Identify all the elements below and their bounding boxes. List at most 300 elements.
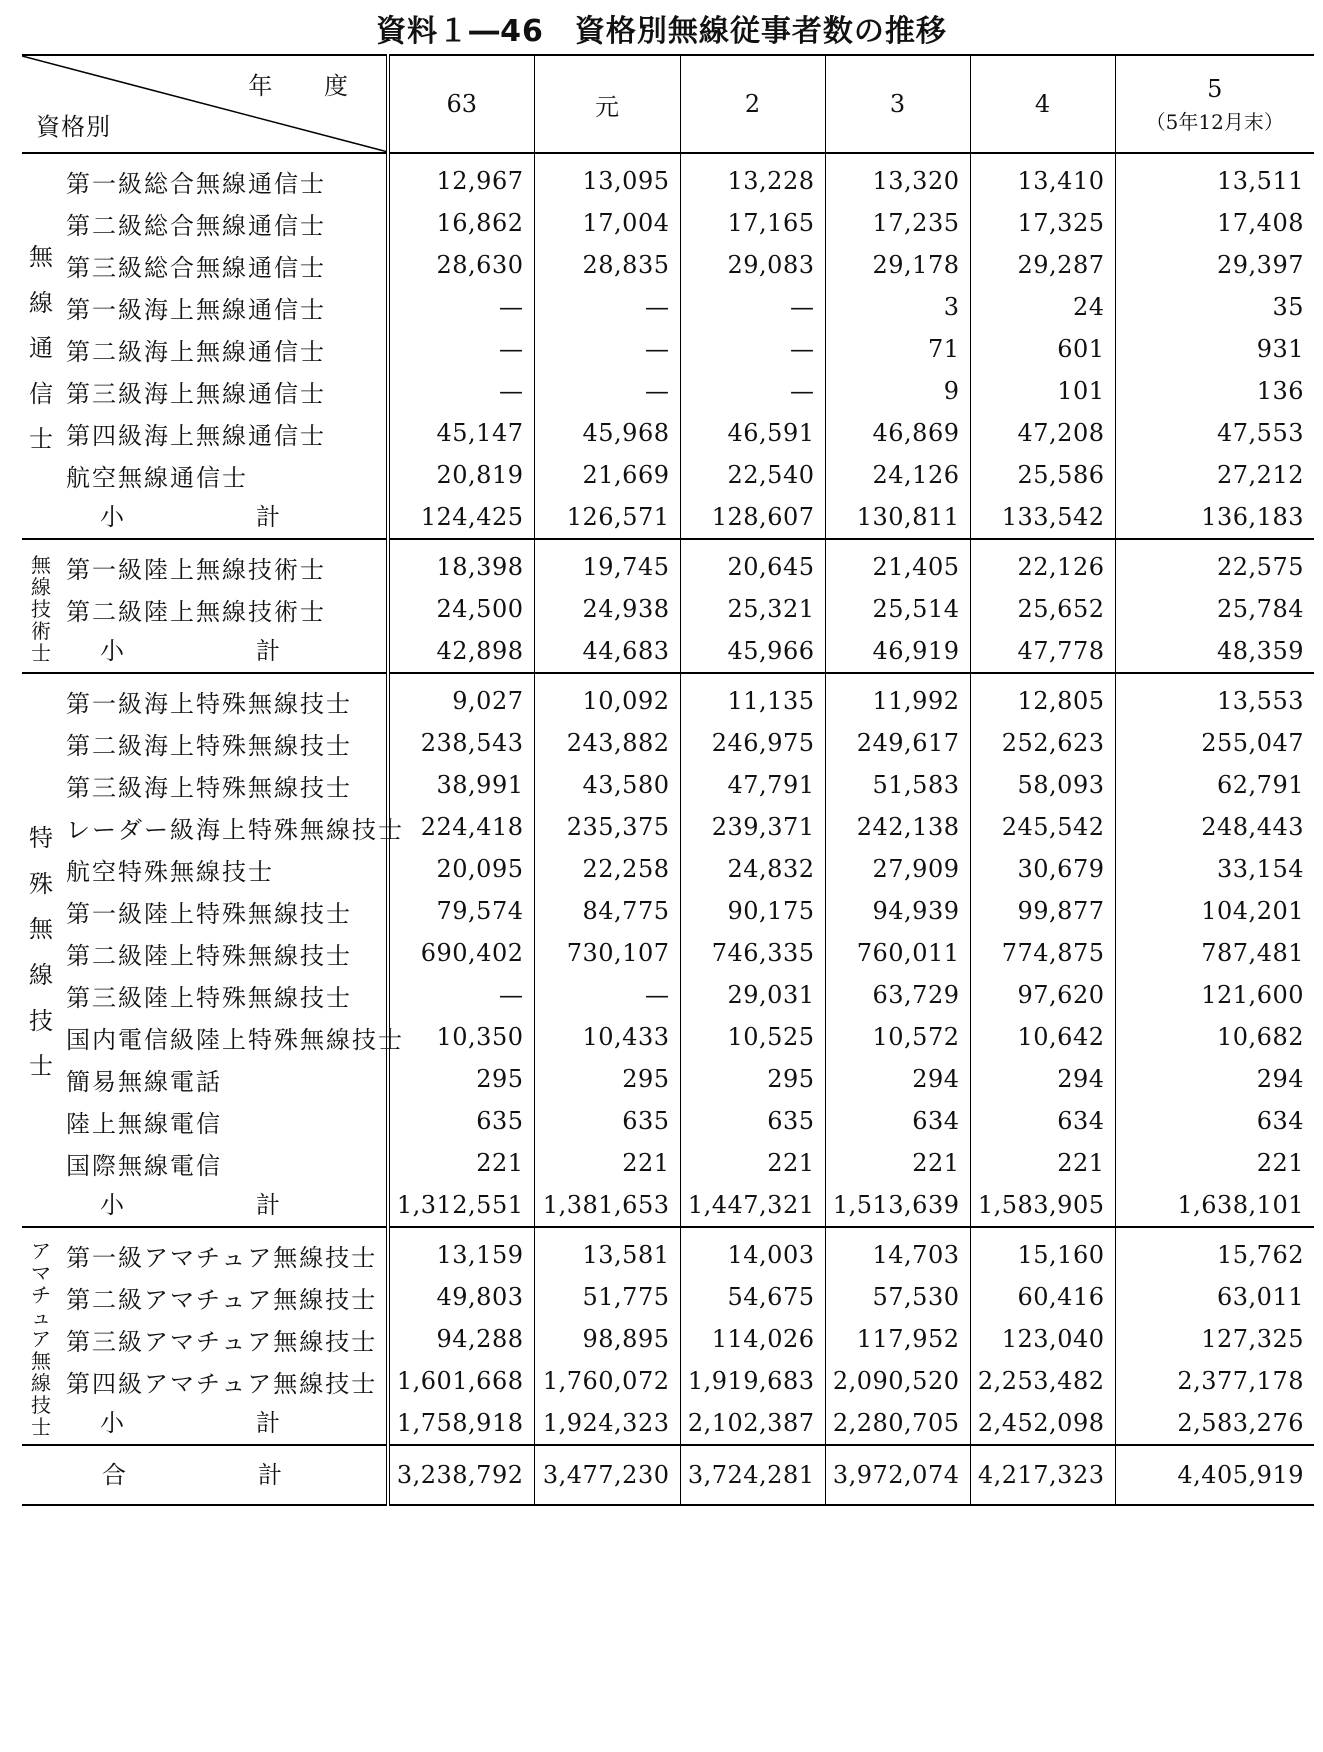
subtotal-label (60, 1402, 388, 1445)
year-header-3: 3 (825, 55, 970, 153)
row-value-4: 2,253,482 (970, 1360, 1115, 1402)
qualification-label: 第三級海上無線通信士 (66, 379, 326, 408)
row-value-5: 47,553 (1115, 412, 1314, 454)
row-value-2: — (680, 370, 825, 412)
qualification-label: 第二級陸上無線技術士 (66, 597, 326, 626)
row-value-2: — (680, 286, 825, 328)
row-value-3: 46,869 (825, 412, 970, 454)
row-value-0: 38,991 (388, 764, 534, 806)
row-value-3: 10,572 (825, 1016, 970, 1058)
row-value-2: 114,026 (680, 1318, 825, 1360)
qualification-label: 第四級アマチュア無線技士 (66, 1369, 378, 1398)
row-value-2: 20,645 (680, 539, 825, 588)
row-value-5: 22,575 (1115, 539, 1314, 588)
row-value-5: 931 (1115, 328, 1314, 370)
subtotal-label-b: 計 (256, 1190, 280, 1219)
qualification-label: 第三級陸上特殊無線技士 (66, 983, 352, 1012)
row-value-2: 1,919,683 (680, 1360, 825, 1402)
category-char: 士 (29, 1052, 53, 1081)
row-value-4: 13,410 (970, 153, 1115, 202)
row-value-0: 224,418 (388, 806, 534, 848)
row-value-4: 25,586 (970, 454, 1115, 496)
qualification-label: 第一級陸上無線技術士 (60, 539, 388, 588)
row-value-5: 255,047 (1115, 722, 1314, 764)
subtotal-value-1: 126,571 (534, 496, 680, 539)
row-value-4: 294 (970, 1058, 1115, 1100)
category-char: 士 (31, 641, 51, 665)
qualification-label: 第一級アマチュア無線技士 (60, 1227, 388, 1276)
qualification-label: 第一級総合無線通信士 (66, 169, 326, 198)
row-value-3: 242,138 (825, 806, 970, 848)
subtotal-value-1: 1,924,323 (534, 1402, 680, 1445)
subtotal-value-4: 47,778 (970, 630, 1115, 673)
row-value-0: 12,967 (388, 153, 534, 202)
category-char: 技 (31, 1393, 51, 1417)
category-char: マ (31, 1261, 51, 1285)
row-value-3: 634 (825, 1100, 970, 1142)
subtotal-value-0: 42,898 (388, 630, 534, 673)
row-value-3: 29,178 (825, 244, 970, 286)
row-value-1: 17,004 (534, 202, 680, 244)
table-row (22, 202, 1314, 244)
row-value-1: 51,775 (534, 1276, 680, 1318)
category-cell-0 (22, 153, 60, 539)
table-row (22, 1318, 1314, 1360)
row-value-1: — (534, 328, 680, 370)
row-value-3: 14,703 (825, 1227, 970, 1276)
row-value-4: 15,160 (970, 1227, 1115, 1276)
row-value-1: 19,745 (534, 539, 680, 588)
header-corner-cell (22, 55, 388, 153)
row-value-3: 21,405 (825, 539, 970, 588)
category-char: 術 (31, 619, 51, 643)
table-row (22, 454, 1314, 496)
row-value-0: 295 (388, 1058, 534, 1100)
row-value-5: 121,600 (1115, 974, 1314, 1016)
row-value-5: 10,682 (1115, 1016, 1314, 1058)
row-value-2: 47,791 (680, 764, 825, 806)
row-value-5: 62,791 (1115, 764, 1314, 806)
table-row (22, 1276, 1314, 1318)
row-value-2: 746,335 (680, 932, 825, 974)
table-row (22, 764, 1314, 806)
subtotal-label (60, 496, 388, 539)
table-row (22, 244, 1314, 286)
subtotal-row (22, 1184, 1314, 1227)
qualification-label: 第四級海上無線通信士 (66, 421, 326, 450)
row-value-0: 20,819 (388, 454, 534, 496)
table-row (22, 1016, 1314, 1058)
table-row (22, 1142, 1314, 1184)
table-row (22, 1227, 1314, 1276)
category-char: 信 (29, 379, 53, 408)
row-value-2: 17,165 (680, 202, 825, 244)
total-row (22, 1445, 1314, 1505)
row-value-4: 60,416 (970, 1276, 1115, 1318)
row-value-3: 11,992 (825, 673, 970, 722)
row-value-4: 221 (970, 1142, 1115, 1184)
row-value-0: 1,601,668 (388, 1360, 534, 1402)
subtotal-value-2: 2,102,387 (680, 1402, 825, 1445)
total-value-0: 3,238,792 (388, 1445, 534, 1505)
category-char: 無 (31, 553, 51, 577)
category-char: 線 (29, 288, 53, 317)
row-value-4: 58,093 (970, 764, 1115, 806)
row-value-4: 30,679 (970, 848, 1115, 890)
table-body (22, 55, 1314, 1505)
category-cell-3 (22, 1227, 60, 1445)
year-header-4: 4 (970, 55, 1115, 153)
row-value-0: 238,543 (388, 722, 534, 764)
row-value-1: 84,775 (534, 890, 680, 932)
row-value-5: 127,325 (1115, 1318, 1314, 1360)
row-value-2: 25,321 (680, 588, 825, 630)
table-row (22, 673, 1314, 722)
row-value-0: 28,630 (388, 244, 534, 286)
subtotal-value-4: 1,583,905 (970, 1184, 1115, 1227)
subtotal-value-3: 2,280,705 (825, 1402, 970, 1445)
year-header-5 (1115, 55, 1314, 153)
row-value-4: 24 (970, 286, 1115, 328)
row-value-3: 17,235 (825, 202, 970, 244)
total-label (22, 1445, 388, 1505)
qualification-label: 航空無線通信士 (66, 463, 248, 492)
row-value-3: 94,939 (825, 890, 970, 932)
row-value-2: 29,031 (680, 974, 825, 1016)
subtotal-label-text (100, 1185, 280, 1220)
qualification-label: 国際無線電信 (66, 1151, 222, 1180)
category-char: 無 (29, 243, 53, 272)
table-row (22, 370, 1314, 412)
subtotal-value-5: 48,359 (1115, 630, 1314, 673)
row-value-4: 29,287 (970, 244, 1115, 286)
total-label-a: 合 (102, 1460, 126, 1489)
row-value-0: — (388, 328, 534, 370)
subtotal-value-4: 133,542 (970, 496, 1115, 539)
table-row (22, 890, 1314, 932)
row-value-1: 730,107 (534, 932, 680, 974)
row-value-3: 3 (825, 286, 970, 328)
category-label (31, 554, 51, 664)
subtotal-row (22, 1402, 1314, 1445)
row-value-2: 295 (680, 1058, 825, 1100)
category-char: 殊 (29, 869, 53, 898)
year-header-1: 元 (534, 55, 680, 153)
radio-operators-table (22, 54, 1314, 1506)
subtotal-row (22, 496, 1314, 539)
table-row (22, 848, 1314, 890)
row-value-3: 63,729 (825, 974, 970, 1016)
row-value-5: 35 (1115, 286, 1314, 328)
qualification-label: 第一級陸上特殊無線技士 (66, 899, 352, 928)
row-value-2: 239,371 (680, 806, 825, 848)
subtotal-label-text (100, 1403, 280, 1438)
table-row (22, 328, 1314, 370)
subtotal-label-b: 計 (256, 502, 280, 531)
row-value-1: 10,092 (534, 673, 680, 722)
year-header-2: 2 (680, 55, 825, 153)
row-value-0: 79,574 (388, 890, 534, 932)
category-label (31, 1240, 51, 1438)
total-value-3: 3,972,074 (825, 1445, 970, 1505)
subtotal-label-b: 計 (256, 1408, 280, 1437)
total-label-b: 計 (258, 1460, 282, 1489)
subtotal-label-b: 計 (256, 636, 280, 665)
row-value-1: 28,835 (534, 244, 680, 286)
row-value-2: 46,591 (680, 412, 825, 454)
row-value-3: 24,126 (825, 454, 970, 496)
qualification-label: 国内電信級陸上特殊無線技士 (66, 1025, 404, 1054)
row-value-3: 27,909 (825, 848, 970, 890)
row-value-0: — (388, 974, 534, 1016)
qualification-label: 第二級陸上特殊無線技士 (66, 941, 352, 970)
row-value-4: 97,620 (970, 974, 1115, 1016)
row-value-1: — (534, 974, 680, 1016)
table-row (22, 412, 1314, 454)
table-row (22, 722, 1314, 764)
row-value-5: 13,511 (1115, 153, 1314, 202)
subtotal-label-a: 小 (100, 502, 124, 531)
subtotal-value-1: 1,381,653 (534, 1184, 680, 1227)
category-char: ア (31, 1327, 51, 1351)
category-char: 技 (29, 1006, 53, 1035)
row-value-0: 221 (388, 1142, 534, 1184)
row-value-1: 10,433 (534, 1016, 680, 1058)
row-value-5: 33,154 (1115, 848, 1314, 890)
qualification-label: 第三級海上特殊無線技士 (66, 773, 352, 802)
total-value-2: 3,724,281 (680, 1445, 825, 1505)
row-value-1: 45,968 (534, 412, 680, 454)
row-value-4: 99,877 (970, 890, 1115, 932)
category-char: ュ (31, 1305, 51, 1329)
row-value-5: 25,784 (1115, 588, 1314, 630)
row-value-4: 101 (970, 370, 1115, 412)
row-value-5: 221 (1115, 1142, 1314, 1184)
row-value-5: 2,377,178 (1115, 1360, 1314, 1402)
total-label-text (102, 1455, 282, 1490)
row-value-2: 14,003 (680, 1227, 825, 1276)
row-value-0: 10,350 (388, 1016, 534, 1058)
row-value-0: 635 (388, 1100, 534, 1142)
subtotal-value-5: 1,638,101 (1115, 1184, 1314, 1227)
row-value-2: 13,228 (680, 153, 825, 202)
category-char: 線 (31, 575, 51, 599)
table-row (22, 1058, 1314, 1100)
row-value-4: 774,875 (970, 932, 1115, 974)
row-value-2: 221 (680, 1142, 825, 1184)
category-char: 通 (29, 334, 53, 363)
row-value-3: 249,617 (825, 722, 970, 764)
qualification-label: 簡易無線電話 (66, 1067, 222, 1096)
qualification-label: 第三級アマチュア無線技士 (66, 1327, 378, 1356)
category-label (29, 816, 53, 1090)
row-value-0: 13,159 (388, 1227, 534, 1276)
header-row (22, 55, 1314, 153)
subtotal-value-0: 1,312,551 (388, 1184, 534, 1227)
row-value-5: 634 (1115, 1100, 1314, 1142)
row-value-5: 17,408 (1115, 202, 1314, 244)
corner-qualification-label: 資格別 (36, 113, 111, 141)
row-value-1: 13,581 (534, 1227, 680, 1276)
category-char: 線 (31, 1371, 51, 1395)
row-value-0: 49,803 (388, 1276, 534, 1318)
subtotal-value-1: 44,683 (534, 630, 680, 673)
subtotal-label-a: 小 (100, 1190, 124, 1219)
row-value-3: 294 (825, 1058, 970, 1100)
subtotal-value-0: 1,758,918 (388, 1402, 534, 1445)
row-value-5: 787,481 (1115, 932, 1314, 974)
subtotal-value-3: 46,919 (825, 630, 970, 673)
corner-year-label: 年 度 (248, 72, 370, 100)
category-char: 線 (29, 961, 53, 989)
row-value-5: 13,553 (1115, 673, 1314, 722)
row-value-0: 9,027 (388, 673, 534, 722)
row-value-2: 11,135 (680, 673, 825, 722)
subtotal-value-5: 2,583,276 (1115, 1402, 1314, 1445)
qualification-label: 第二級海上特殊無線技士 (66, 731, 352, 760)
row-value-1: 221 (534, 1142, 680, 1184)
row-value-1: 13,095 (534, 153, 680, 202)
row-value-1: — (534, 370, 680, 412)
total-value-5: 4,405,919 (1115, 1445, 1314, 1505)
row-value-3: 760,011 (825, 932, 970, 974)
qualification-label: 航空特殊無線技士 (66, 857, 274, 886)
table-row (22, 286, 1314, 328)
year-header-note: （5年12月末） (1145, 110, 1284, 134)
row-value-1: 243,882 (534, 722, 680, 764)
row-value-1: 235,375 (534, 806, 680, 848)
subtotal-label-text (100, 631, 280, 666)
row-value-2: 54,675 (680, 1276, 825, 1318)
row-value-0: 45,147 (388, 412, 534, 454)
subtotal-value-2: 45,966 (680, 630, 825, 673)
qualification-label: 第二級海上無線通信士 (66, 337, 326, 366)
row-value-4: 47,208 (970, 412, 1115, 454)
row-value-4: 245,542 (970, 806, 1115, 848)
row-value-1: 98,895 (534, 1318, 680, 1360)
subtotal-value-0: 124,425 (388, 496, 534, 539)
year-header-value: 5 (1207, 75, 1223, 103)
row-value-3: 221 (825, 1142, 970, 1184)
table-row (22, 153, 1314, 202)
category-char: 無 (29, 915, 53, 944)
qualification-label: 陸上無線電信 (66, 1109, 222, 1138)
year-header-0: 63 (388, 55, 534, 153)
row-value-1: 43,580 (534, 764, 680, 806)
row-value-0: — (388, 370, 534, 412)
row-value-1: 1,760,072 (534, 1360, 680, 1402)
row-value-2: 24,832 (680, 848, 825, 890)
row-value-0: 18,398 (388, 539, 534, 588)
subtotal-row (22, 630, 1314, 673)
row-value-0: 24,500 (388, 588, 534, 630)
subtotal-label-text (100, 497, 280, 532)
row-value-0: 20,095 (388, 848, 534, 890)
row-value-3: 2,090,520 (825, 1360, 970, 1402)
row-value-4: 10,642 (970, 1016, 1115, 1058)
category-label (29, 235, 53, 463)
qualification-label: 第二級アマチュア無線技士 (66, 1285, 378, 1314)
subtotal-value-2: 1,447,321 (680, 1184, 825, 1227)
row-value-3: 25,514 (825, 588, 970, 630)
subtotal-value-3: 130,811 (825, 496, 970, 539)
table-row (22, 974, 1314, 1016)
row-value-3: 71 (825, 328, 970, 370)
row-value-1: 22,258 (534, 848, 680, 890)
row-value-0: 16,862 (388, 202, 534, 244)
row-value-1: 24,938 (534, 588, 680, 630)
row-value-4: 12,805 (970, 673, 1115, 722)
row-value-5: 104,201 (1115, 890, 1314, 932)
total-value-4: 4,217,323 (970, 1445, 1115, 1505)
row-value-4: 17,325 (970, 202, 1115, 244)
row-value-1: 295 (534, 1058, 680, 1100)
row-value-2: 22,540 (680, 454, 825, 496)
row-value-5: 63,011 (1115, 1276, 1314, 1318)
subtotal-value-2: 128,607 (680, 496, 825, 539)
row-value-5: 27,212 (1115, 454, 1314, 496)
table-row (22, 806, 1314, 848)
category-cell-2 (22, 673, 60, 1227)
row-value-3: 51,583 (825, 764, 970, 806)
category-char: チ (31, 1283, 51, 1307)
table-row (22, 1100, 1314, 1142)
row-value-4: 22,126 (970, 539, 1115, 588)
total-value-1: 3,477,230 (534, 1445, 680, 1505)
qualification-label: レーダー級海上特殊無線技士 (66, 815, 404, 844)
table-row (22, 539, 1314, 588)
row-value-1: 21,669 (534, 454, 680, 496)
subtotal-label-a: 小 (100, 636, 124, 665)
subtotal-value-4: 2,452,098 (970, 1402, 1115, 1445)
row-value-2: 29,083 (680, 244, 825, 286)
row-value-2: 635 (680, 1100, 825, 1142)
row-value-2: 246,975 (680, 722, 825, 764)
row-value-4: 25,652 (970, 588, 1115, 630)
table-row (22, 588, 1314, 630)
row-value-5: 136 (1115, 370, 1314, 412)
row-value-5: 29,397 (1115, 244, 1314, 286)
category-cell-1 (22, 539, 60, 673)
qualification-label: 第一級海上特殊無線技士 (60, 673, 388, 722)
category-char: ア (31, 1239, 51, 1263)
subtotal-label-a: 小 (100, 1408, 124, 1437)
row-value-0: 94,288 (388, 1318, 534, 1360)
page-title: 資料１―46 資格別無線従事者数の推移 (376, 14, 947, 49)
row-value-3: 117,952 (825, 1318, 970, 1360)
row-value-3: 13,320 (825, 153, 970, 202)
category-char: 士 (31, 1415, 51, 1439)
row-value-5: 15,762 (1115, 1227, 1314, 1276)
row-value-4: 634 (970, 1100, 1115, 1142)
row-value-3: 9 (825, 370, 970, 412)
subtotal-label (60, 1184, 388, 1227)
row-value-5: 294 (1115, 1058, 1314, 1100)
row-value-4: 601 (970, 328, 1115, 370)
category-char: 特 (29, 824, 53, 853)
row-value-4: 123,040 (970, 1318, 1115, 1360)
row-value-2: — (680, 328, 825, 370)
category-char: 技 (31, 597, 51, 621)
table-row (22, 932, 1314, 974)
category-char: 士 (29, 425, 53, 454)
qualification-label: 第二級総合無線通信士 (66, 211, 326, 240)
qualification-label: 第一級海上無線通信士 (66, 295, 326, 324)
table-row (22, 1360, 1314, 1402)
row-value-0: 690,402 (388, 932, 534, 974)
qualification-label: 第三級総合無線通信士 (66, 253, 326, 282)
subtotal-value-5: 136,183 (1115, 496, 1314, 539)
